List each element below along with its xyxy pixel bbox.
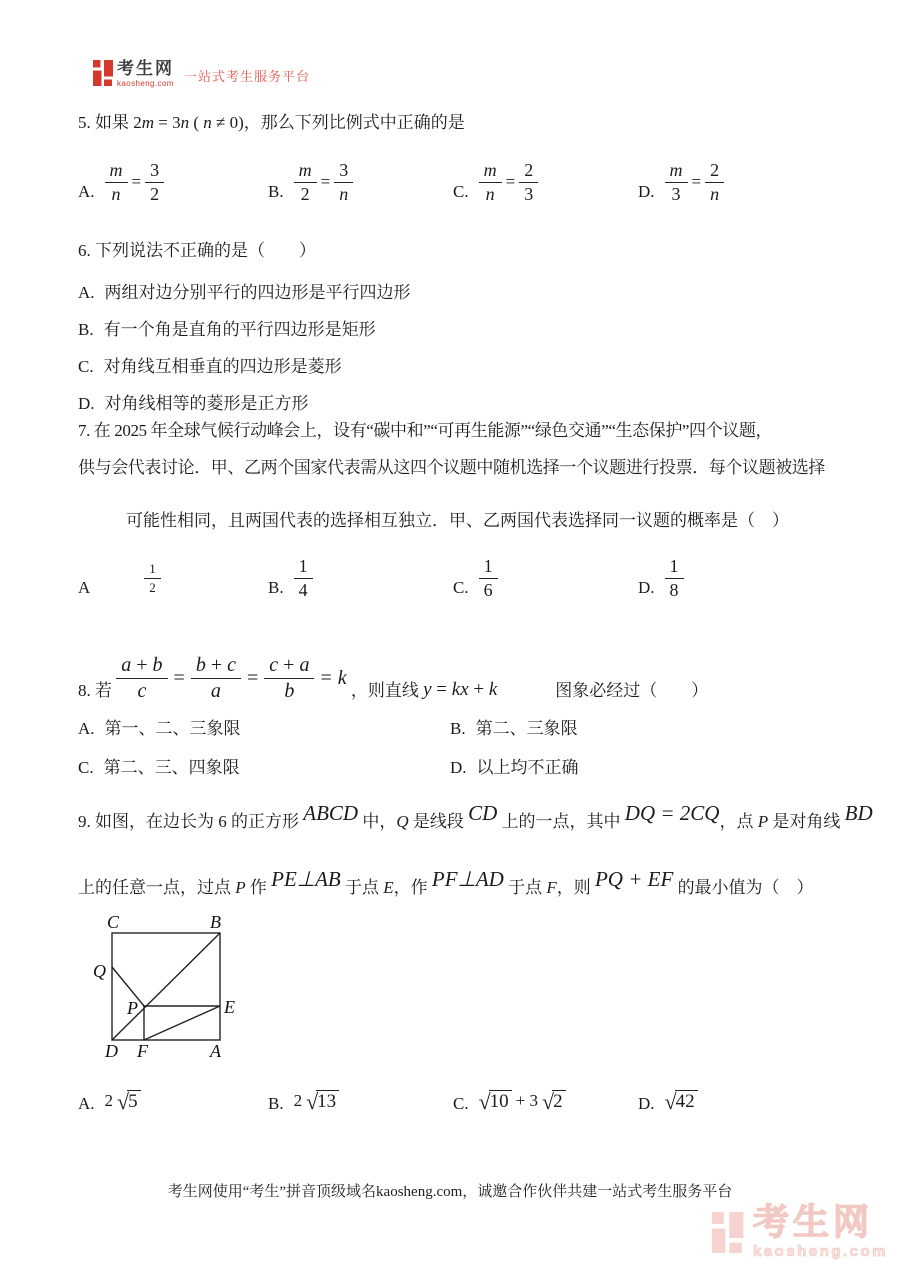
q8-stem	[78, 654, 709, 716]
option-label: D.	[78, 394, 95, 413]
option-value: $\frac{m}{2}$ = $\frac{3}{n}$	[294, 160, 354, 204]
vertex-label-a: A	[210, 1041, 221, 1061]
option-label: B.	[268, 1094, 284, 1113]
vertex-label-e: E	[224, 997, 235, 1017]
option-label: C.	[78, 758, 94, 777]
option-text: 对角线互相垂直的四边形是菱形	[103, 357, 342, 376]
option-value: $\frac{1}{4}$	[294, 556, 313, 600]
option-value: $\frac{1}{6}$	[479, 556, 498, 600]
q5-options	[78, 160, 724, 204]
vertex-label-f: F	[137, 1041, 148, 1061]
option-label: D.	[638, 577, 655, 597]
q9-options	[78, 1088, 698, 1114]
q7-option-d	[638, 556, 684, 600]
q8-option-d	[450, 753, 579, 778]
option-text: 对角线相等的菱形是正方形	[104, 394, 309, 413]
option-value: $\frac{m}{n}$ = $\frac{2}{3}$	[479, 160, 539, 204]
option-value: √ 42	[665, 1090, 698, 1113]
option-label: D.	[638, 181, 655, 201]
option-value: $\frac{1}{8}$	[665, 556, 684, 600]
option-label: A.	[78, 719, 95, 738]
option-value: $\frac{m}{3}$ = $\frac{2}{n}$	[665, 160, 725, 204]
q7-line3: 可能性相同，且两国代表的选择相互独立．甲、乙两国代表选择同一议题的概率是（ ）	[126, 511, 789, 530]
q6-option-a	[78, 278, 411, 303]
q9-option-a	[78, 1088, 268, 1114]
segment-fe	[144, 1006, 220, 1040]
vertex-label-p: P	[127, 998, 138, 1018]
q8-stem-prefix: 8. 若	[78, 680, 117, 700]
q9-option-c	[453, 1088, 638, 1114]
option-label: C.	[78, 357, 94, 376]
watermark-name: 考生网	[753, 1201, 874, 1242]
option-text: 第二、三、四象限	[103, 758, 240, 777]
option-value: 2 √ 5	[105, 1090, 141, 1113]
brand-domain: kaosheng.com	[117, 78, 174, 88]
q9-option-b	[268, 1088, 453, 1114]
q8-option-c	[78, 753, 450, 778]
q8-fraction-chain: $\frac{a + b}{c}$ = $\frac{b + c}{a}$ = $\frac{c + a}{b}$ = k	[116, 654, 346, 702]
q6-stem: 6. 下列说法不正确的是（ ）	[78, 241, 316, 260]
option-label: B.	[268, 577, 284, 597]
option-label: B.	[268, 181, 284, 201]
option-value: $\frac{m}{n}$ = $\frac{3}{2}$	[105, 160, 165, 204]
option-label: A.	[78, 1094, 95, 1113]
option-label: A.	[78, 283, 95, 302]
footer-text: 考生网使用“考生”拼音顶级域名kaosheng.com，诚邀合作伙伴共建一站式考生服务平台	[167, 1184, 733, 1200]
q9-line1	[78, 801, 873, 834]
option-value: 2 √ 13	[294, 1090, 340, 1113]
q7-options	[78, 556, 684, 600]
q7-option-b	[268, 556, 453, 600]
q8-option-b	[450, 714, 578, 739]
brand-mark-icon	[93, 60, 114, 86]
q5-option-b	[268, 160, 453, 204]
option-text: 两组对边分别平行的四边形是平行四边形	[104, 283, 411, 302]
option-label: A.	[78, 181, 95, 201]
q9-option-d	[638, 1088, 698, 1114]
q7-line1: 7. 在 2025 年全球气候行动峰会上，设有“碳中和”“可再生能源”“绿色交通”“生态保护”四个议题，	[78, 421, 773, 440]
option-text: 以上均不正确	[476, 758, 579, 777]
watermark-domain: kaosheng.com	[753, 1243, 889, 1260]
vertex-label-q: Q	[93, 961, 106, 981]
option-text: 有一个角是直角的平行四边形是矩形	[103, 320, 376, 339]
vertex-label-c: C	[107, 912, 120, 932]
header-logo	[93, 60, 310, 88]
option-label: D.	[638, 1094, 655, 1113]
q8-option-a	[78, 714, 450, 739]
option-label: B.	[78, 320, 94, 339]
q7-option-a	[78, 558, 268, 598]
brand-tagline: 一站式考生服务平台	[184, 68, 311, 84]
q7-option-c	[453, 556, 638, 600]
watermark-logo	[712, 1201, 889, 1260]
q9-line1-text: 9. 如图，在边长为 6 的正方形 ABCD 中，Q 是线段 CD 上的一点，其中 DQ = 2CQ，点 P 是对角线 BD	[78, 801, 873, 831]
q5-option-c	[453, 160, 638, 204]
option-label: B.	[450, 719, 466, 738]
geometry-figure	[85, 903, 335, 1065]
brand-text-block	[117, 60, 174, 88]
q5-option-a	[78, 160, 268, 204]
option-label: D.	[450, 758, 467, 777]
q8-options-row2	[78, 753, 579, 778]
watermark-mark-icon	[712, 1212, 745, 1253]
q5-option-d	[638, 160, 724, 204]
q6-option-b	[78, 315, 376, 340]
vertex-label-d: D	[105, 1041, 118, 1061]
option-label: C.	[453, 1094, 469, 1113]
option-value: √ 10 + 3 √ 2	[479, 1090, 566, 1113]
q5-stem-text: 5. 如果 2m = 3n ( n ≠ 0)，那么下列比例式中正确的是	[78, 113, 465, 132]
q6-option-c	[78, 352, 342, 377]
q6-option-d	[78, 389, 309, 414]
option-label: C.	[453, 181, 469, 201]
option-value: $\frac{1}{2}$	[100, 561, 161, 594]
watermark-text-block	[753, 1201, 889, 1260]
vertex-label-b: B	[210, 912, 221, 932]
q5-stem	[78, 112, 465, 135]
option-label: C.	[453, 577, 469, 597]
option-label: A	[78, 577, 91, 597]
q7-line2: 供与会代表讨论．甲、乙两个国家代表需从这四个议题中随机选择一个议题进行投票．每个议题被选择	[78, 458, 825, 477]
option-text: 第一、二、三象限	[104, 719, 241, 738]
q9-line2-text: 上的任意一点，过点 P 作 PE⊥AB 于点 E，作 PF⊥AD 于点 F，则 PQ + EF 的最小值为（ ）	[78, 867, 814, 897]
q8-options-row1	[78, 714, 578, 739]
q8-stem-suffix: ，则直线 y = kx + k 图象必经过（ ）	[350, 678, 709, 700]
option-text: 第二、三象限	[475, 719, 578, 738]
q9-line2	[78, 867, 814, 900]
brand-name: 考生网	[117, 59, 174, 78]
